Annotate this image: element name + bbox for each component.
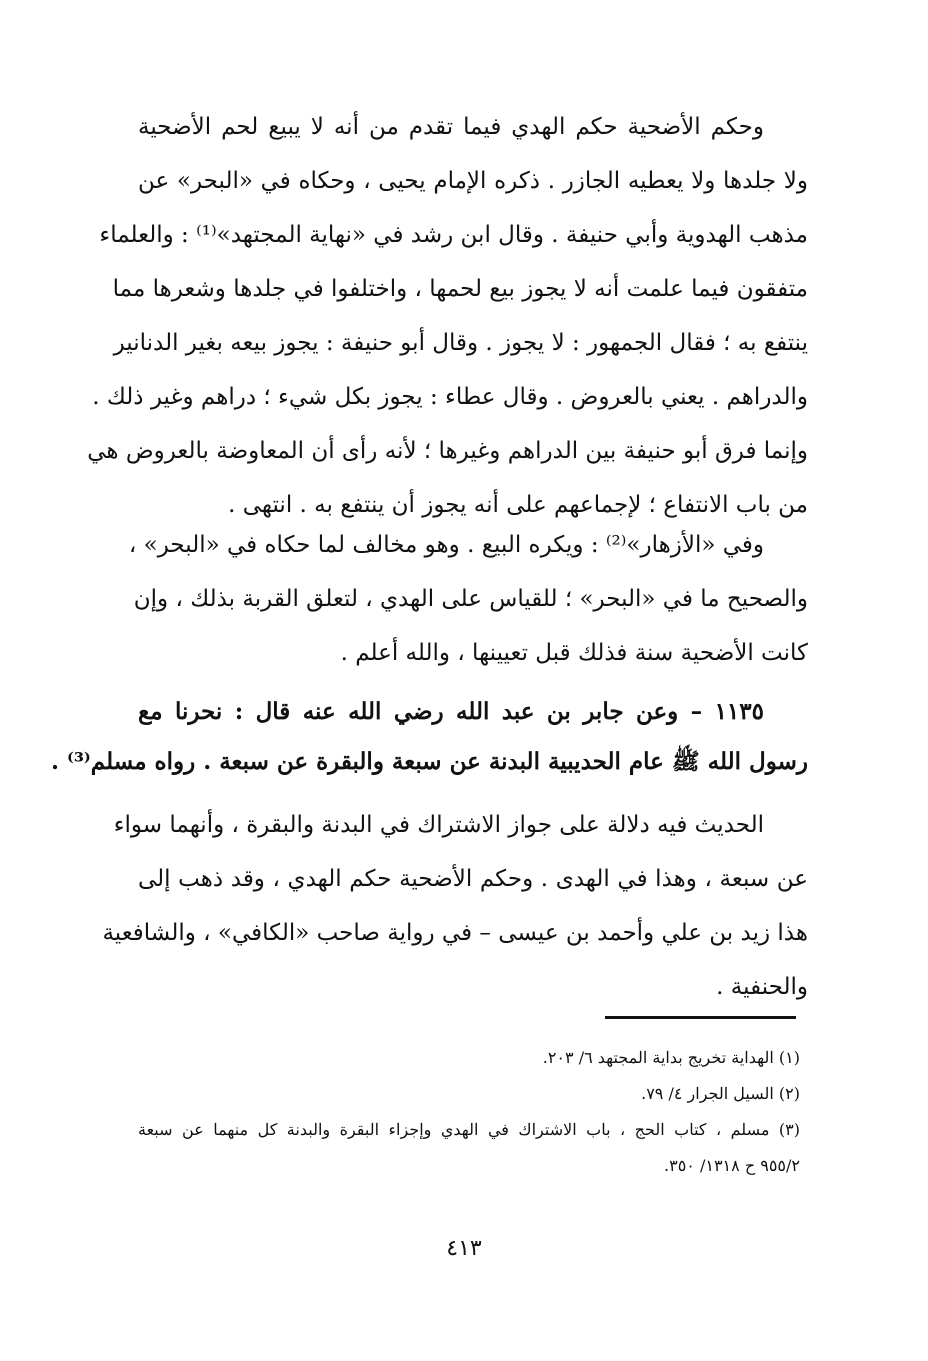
text-line: ولا جلدها ولا يعطيه الجازر . ذكره الإمام يحيى ، وحكاه في «البحر» عن (138, 168, 808, 194)
footnote-2: (٢) السيل الجرار ٤/ ٧٩. (641, 1084, 800, 1103)
text-line: وفي «الأزهار»⁽²⁾ : ويكره البيع . وهو مخالف لما حكاه في «البحر» ، (128, 532, 764, 558)
text-line: والحنفية . (716, 974, 808, 1000)
text-line: والصحيح ما في «البحر» ؛ للقياس على الهدي ، لتعلق القربة بذلك ، وإن (133, 586, 808, 612)
text-line: من باب الانتفاع ؛ لإجماعهم على أنه يجوز أن ينتفع به . انتهى . (228, 492, 808, 518)
hadith-line: رسول الله ﷺ عام الحديبية البدنة عن سبعة والبقرة عن سبعة . رواه مسلم⁽³⁾ . (50, 748, 808, 775)
text-line: كانت الأضحية سنة فذلك قبل تعيينها ، والله أعلم . (340, 640, 808, 666)
footnote-3-continued: ٩٥٥/٢ ح ١٣١٨/ ٣٥٠. (664, 1156, 800, 1175)
text-line: وإنما فرق أبو حنيفة بين الدراهم وغيرها ؛ لأنه رأى أن المعاوضة بالعروض هي (87, 438, 808, 464)
paragraph-3 (102, 798, 808, 1014)
text-line: وحكم الأضحية حكم الهدي فيما تقدم من أنه لا يبيع لحم الأضحية (138, 114, 764, 140)
footnote-separator (605, 1016, 796, 1019)
page-number: ٤١٣ (446, 1236, 482, 1261)
paragraph-2 (128, 518, 808, 680)
text-line: مذهب الهدوية وأبي حنيفة . وقال ابن رشد في «نهاية المجتهد»⁽¹⁾ : والعلماء (99, 222, 808, 248)
paragraph-1 (87, 100, 808, 532)
footnotes (138, 1040, 800, 1184)
text-line: هذا زيد بن علي وأحمد بن عيسى – في رواية صاحب «الكافي» ، والشافعية (102, 920, 808, 946)
text-line: متفقون فيما علمت أنه لا يجوز بيع لحمها ، واختلفوا في جلدها وشعرها مما (112, 276, 808, 302)
hadith-line: ١١٣٥ – وعن جابر بن عبد الله رضي الله عنه قال : نحرنا مع (138, 698, 764, 725)
text-line: عن سبعة ، وهذا في الهدى . وحكم الأضحية حكم الهدي ، وقد ذهب إلى (138, 866, 808, 892)
text-line: ينتفع به ؛ فقال الجمهور : لا يجوز . وقال أبو حنيفة : يجوز بيعه بغير الدنانير (113, 330, 808, 356)
footnote-3: (٣) مسلم ، كتاب الحج ، باب الاشتراك في الهدي وإجزاء البقرة والبدنة كل منهما عن سبعة (138, 1120, 800, 1139)
text-line: الحديث فيه دلالة على جواز الاشتراك في البدنة والبقرة ، وأنهما سواء (113, 812, 764, 838)
hadith-1135 (50, 687, 808, 787)
footnote-1: (١) الهداية تخريج بداية المجتهد ٦/ ٢٠٣. (542, 1048, 800, 1067)
text-line: والدراهم . يعني بالعروض . وقال عطاء : يجوز بكل شيء ؛ دراهم وغير ذلك . (92, 384, 808, 410)
